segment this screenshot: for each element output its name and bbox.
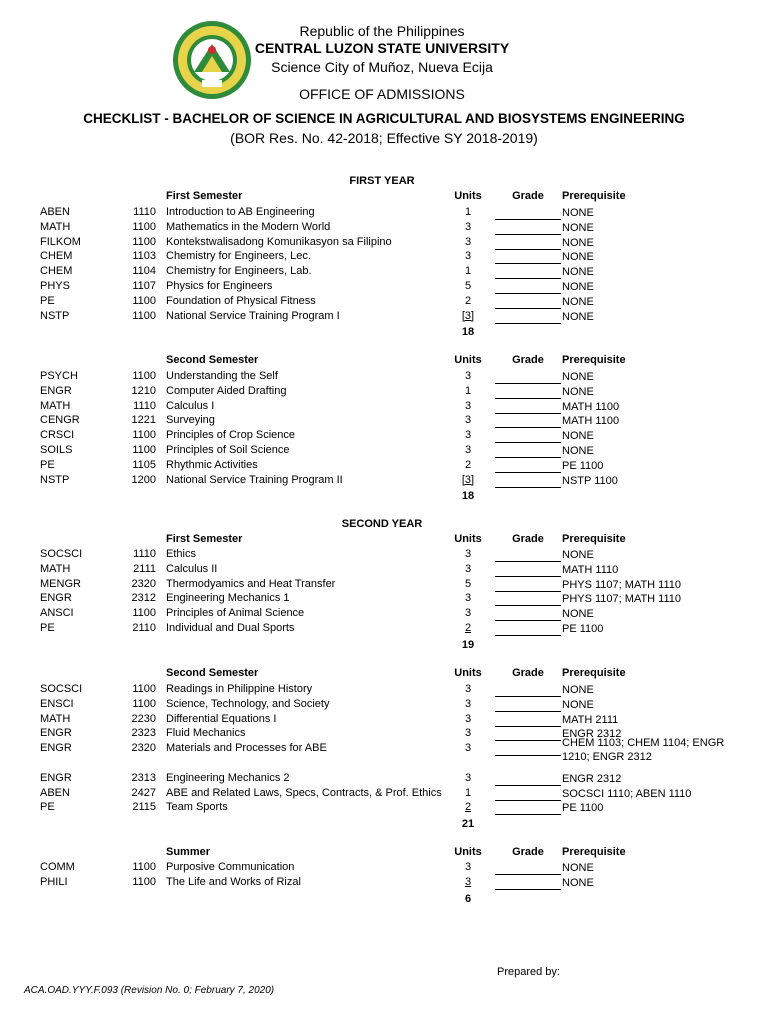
course-title: Engineering Mechanics 2 — [166, 771, 290, 784]
course-code: CHEM — [40, 250, 73, 263]
course-prerequisite: PHYS 1107; MATH 1110 — [562, 593, 682, 606]
course-title: Science, Technology, and Society — [166, 697, 330, 710]
course-number: 2111 — [133, 562, 156, 575]
course-units: 1 — [464, 786, 472, 799]
table-row — [0, 563, 768, 578]
course-title: Understanding the Self — [166, 370, 278, 382]
course-units: 2 — [464, 458, 472, 471]
university-address: Science City of Muñoz, Nueva Ecija — [271, 59, 493, 75]
course-title: Individual and Dual Sports — [166, 622, 295, 634]
course-units: 3 — [464, 771, 472, 784]
course-prerequisite: NONE — [562, 385, 594, 398]
course-title: Materials and Processes for ABE — [166, 742, 327, 755]
course-units: 5 — [464, 577, 472, 590]
course-code: MATH — [40, 399, 71, 412]
course-prerequisite: NONE — [562, 236, 594, 249]
course-title: Readings in Philippine History — [166, 683, 313, 695]
course-units: 3 — [464, 562, 472, 575]
course-code: SOILS — [40, 444, 73, 456]
table-row — [0, 400, 768, 415]
course-prerequisite: NONE — [562, 608, 594, 621]
year-heading: FIRST YEAR — [349, 175, 415, 187]
course-prerequisite: MATH 1110 — [562, 563, 619, 576]
course-code: NSTP — [40, 309, 70, 322]
grade-blank[interactable] — [495, 755, 561, 756]
course-number: 2312 — [131, 592, 156, 605]
course-number: 2427 — [131, 786, 156, 799]
table-row — [0, 772, 768, 787]
course-number: 2320 — [131, 577, 156, 590]
office-name: OFFICE OF ADMISSIONS — [299, 86, 465, 102]
course-units: 3 — [464, 220, 472, 233]
table-row — [0, 622, 768, 637]
course-number: 1100 — [132, 861, 156, 873]
course-code: MATH — [40, 562, 71, 575]
course-units: 2 — [464, 294, 472, 307]
units-column-header: Units — [454, 354, 482, 366]
course-number: 2115 — [132, 801, 156, 814]
course-units: [3] — [461, 309, 475, 322]
course-prerequisite: NONE — [562, 221, 594, 234]
course-units: 3 — [464, 414, 472, 427]
prerequisite-column-header: Prerequisite — [562, 533, 626, 545]
course-code: MENGR — [40, 577, 81, 590]
total-units: 21 — [461, 818, 475, 831]
university-name: CENTRAL LUZON STATE UNIVERSITY — [254, 40, 510, 56]
course-title: Introduction to AB Engineering — [166, 206, 315, 218]
course-units: 3 — [464, 592, 472, 605]
course-prerequisite: NONE — [562, 445, 594, 457]
course-code: FILKOM — [40, 235, 81, 248]
units-column-header: Units — [454, 190, 482, 202]
course-number: 1110 — [133, 548, 156, 560]
course-units: 3 — [464, 697, 472, 710]
total-units: 18 — [461, 490, 475, 503]
semester-label: Summer — [166, 846, 211, 858]
course-prerequisite: NONE — [562, 876, 594, 889]
course-prerequisite: ENGR 2312 — [562, 728, 622, 741]
course-code: PE — [40, 801, 55, 814]
semester-header — [0, 846, 768, 860]
table-row — [0, 206, 768, 221]
total-units: 18 — [461, 326, 475, 339]
table-row — [0, 683, 768, 698]
grade-blank[interactable] — [495, 487, 561, 488]
course-prerequisite: PE 1100 — [562, 802, 604, 815]
course-title: Ethics — [166, 548, 196, 560]
course-prerequisite: NONE — [562, 698, 594, 711]
course-title: Kontekstwalisadong Komunikasyon sa Filipino — [166, 235, 392, 248]
course-title: Fluid Mechanics — [166, 727, 246, 740]
course-code: SOCSCI — [40, 548, 83, 560]
course-units: 3 — [464, 444, 472, 456]
course-code: ABEN — [40, 786, 70, 799]
course-prerequisite: NONE — [562, 684, 594, 696]
course-number: 1100 — [132, 875, 156, 888]
course-title: Engineering Mechanics 1 — [166, 592, 290, 605]
table-row — [0, 236, 768, 251]
course-title: The Life and Works of Rizal — [166, 875, 301, 888]
course-code: PSYCH — [40, 370, 78, 382]
course-number: 1100 — [132, 294, 156, 307]
course-number: 1100 — [132, 370, 156, 382]
prerequisite-column-header: Prerequisite — [562, 354, 626, 366]
course-units: 3 — [464, 370, 472, 382]
table-row — [0, 876, 768, 891]
course-units: 3 — [464, 607, 472, 620]
course-units: 3 — [464, 742, 472, 755]
table-row — [0, 444, 768, 459]
course-code: ENGR — [40, 592, 72, 605]
year-heading: SECOND YEAR — [341, 518, 423, 530]
table-row — [0, 385, 768, 400]
course-code: PHILI — [40, 875, 68, 888]
course-prerequisite: SOCSCI 1110; ABEN 1110 — [562, 787, 692, 800]
course-prerequisite: NONE — [562, 281, 594, 293]
course-title: Team Sports — [166, 801, 228, 814]
course-prerequisite: NONE — [562, 430, 594, 443]
course-number: 2230 — [131, 712, 156, 725]
grade-column-header: Grade — [512, 667, 544, 679]
course-title: Surveying — [166, 414, 215, 427]
page-title: CHECKLIST - BACHELOR OF SCIENCE IN AGRICULTURAL AND BIOSYSTEMS ENGINEERING — [83, 111, 685, 126]
table-row — [0, 698, 768, 713]
course-number: 1100 — [132, 235, 156, 248]
course-title: Rhythmic Activities — [166, 458, 258, 471]
course-units: 3 — [464, 861, 472, 873]
table-row — [0, 280, 768, 295]
course-code: SOCSCI — [40, 683, 83, 695]
grade-column-header: Grade — [512, 190, 544, 202]
grade-blank[interactable] — [495, 889, 561, 890]
course-number: 1104 — [132, 265, 156, 278]
course-units: 3 — [464, 399, 472, 412]
course-code: ENSCI — [40, 697, 74, 710]
course-code: MATH — [40, 712, 71, 725]
course-code: PE — [40, 294, 55, 307]
course-title: Principles of Animal Science — [166, 607, 305, 620]
semester-label: First Semester — [166, 190, 243, 202]
course-units: 1 — [464, 384, 472, 397]
course-number: 1100 — [132, 697, 156, 710]
table-row — [0, 221, 768, 236]
course-prerequisite: ENGR 2312 — [562, 772, 622, 785]
course-title: Differential Equations I — [166, 712, 277, 725]
course-units: 3 — [464, 727, 472, 740]
course-code: ENGR — [40, 727, 72, 740]
table-row — [0, 414, 768, 429]
table-row — [0, 578, 768, 593]
course-code: PE — [40, 622, 55, 634]
table-row — [0, 713, 768, 728]
course-number: 2323 — [131, 727, 156, 740]
course-units: 3 — [464, 235, 472, 248]
semester-header — [0, 190, 768, 204]
course-number: 2313 — [131, 771, 156, 784]
course-units: 5 — [464, 280, 472, 292]
table-row — [0, 370, 768, 385]
table-row — [0, 474, 768, 489]
prerequisite-column-header: Prerequisite — [562, 667, 626, 679]
course-units: 3 — [464, 683, 472, 695]
course-code: PHYS — [40, 280, 70, 292]
course-title: Foundation of Physical Fitness — [166, 294, 316, 307]
course-number: 1103 — [132, 250, 156, 263]
course-prerequisite: NSTP 1100 — [562, 474, 618, 487]
semester-label: First Semester — [166, 533, 243, 545]
course-units: 3 — [464, 875, 472, 888]
course-number: 1100 — [132, 444, 156, 456]
course-prerequisite: NONE — [562, 266, 594, 279]
course-code: ANSCI — [40, 607, 74, 620]
course-code: COMM — [40, 861, 75, 873]
course-title: National Service Training Program II — [166, 473, 343, 486]
table-row — [0, 801, 768, 816]
course-title: Calculus I — [166, 399, 215, 412]
page-subtitle: (BOR Res. No. 42-2018; Effective SY 2018-2019) — [230, 130, 538, 146]
grade-blank[interactable] — [495, 323, 561, 324]
republic-line: Republic of the Philippines — [299, 23, 465, 39]
course-prerequisite: PE 1100 — [562, 459, 604, 472]
prepared-by-label: Prepared by: — [497, 966, 560, 978]
course-code: ENGR — [40, 771, 72, 784]
table-row — [0, 310, 768, 325]
course-units: 3 — [464, 250, 472, 263]
semester-header — [0, 354, 768, 368]
grade-column-header: Grade — [512, 533, 544, 545]
course-number: 1200 — [131, 473, 156, 486]
course-code: CHEM — [40, 265, 73, 278]
table-row — [0, 459, 768, 474]
course-code: ABEN — [40, 206, 70, 218]
course-number: 1105 — [132, 458, 156, 471]
total-units: 6 — [464, 892, 472, 905]
table-row — [0, 295, 768, 310]
course-title: Computer Aided Drafting — [166, 384, 287, 397]
course-number: 1110 — [133, 399, 156, 412]
course-prerequisite: NONE — [562, 371, 594, 383]
course-title: Thermodyamics and Heat Transfer — [166, 577, 336, 590]
course-title: Mathematics in the Modern World — [166, 220, 331, 233]
course-number: 1221 — [131, 414, 156, 427]
units-column-header: Units — [454, 846, 482, 858]
course-units: 3 — [464, 712, 472, 725]
course-units: 1 — [464, 265, 472, 278]
course-number: 1107 — [132, 280, 156, 292]
course-prerequisite: NONE — [562, 251, 594, 264]
form-code: ACA.OAD.YYY.F.093 (Revision No. 0; February 7, 2020) — [24, 985, 275, 996]
course-prerequisite: PE 1100 — [562, 623, 604, 635]
semester-label: Second Semester — [166, 354, 259, 366]
course-units: [3] — [461, 473, 475, 486]
course-code: NSTP — [40, 473, 70, 486]
semester-label: Second Semester — [166, 667, 259, 679]
course-code: CENGR — [40, 414, 80, 427]
course-prerequisite: MATH 1100 — [562, 415, 620, 428]
table-row — [0, 737, 768, 764]
course-title: Principles of Soil Science — [166, 444, 290, 456]
course-units: 3 — [464, 429, 472, 442]
table-row — [0, 250, 768, 265]
grade-blank[interactable] — [495, 814, 561, 815]
course-prerequisite: PHYS 1107; MATH 1110 — [562, 578, 682, 591]
course-number: 1210 — [131, 384, 156, 397]
semester-header — [0, 533, 768, 547]
course-number: 1100 — [132, 429, 156, 442]
course-title: Chemistry for Engineers, Lab. — [166, 265, 312, 278]
course-prerequisite: NONE — [562, 549, 594, 561]
course-title: Physics for Engineers — [166, 280, 273, 292]
course-number: 1100 — [132, 220, 156, 233]
grade-column-header: Grade — [512, 354, 544, 366]
grade-column-header: Grade — [512, 846, 544, 858]
course-number: 1100 — [132, 309, 156, 322]
semester-header — [0, 667, 768, 681]
course-prerequisite: NONE — [562, 310, 594, 323]
prerequisite-column-header: Prerequisite — [562, 846, 626, 858]
units-column-header: Units — [454, 667, 482, 679]
course-prerequisite: NONE — [562, 295, 594, 308]
course-number: 1100 — [132, 607, 156, 620]
table-row — [0, 429, 768, 444]
course-code: CRSCI — [40, 429, 75, 442]
grade-blank[interactable] — [495, 635, 561, 636]
course-number: 1110 — [133, 206, 156, 218]
course-units: 3 — [464, 548, 472, 560]
total-units: 19 — [461, 638, 475, 651]
course-code: ENGR — [40, 742, 72, 755]
course-title: Purposive Communication — [166, 861, 295, 873]
course-code: MATH — [40, 220, 71, 233]
table-row — [0, 787, 768, 802]
course-title: Principles of Crop Science — [166, 429, 296, 442]
course-number: 2320 — [131, 742, 156, 755]
course-prerequisite: CHEM 1103; CHEM 1104; ENGR 1210; ENGR 2312 — [562, 737, 725, 764]
table-row — [0, 265, 768, 280]
table-row — [0, 861, 768, 876]
table-row — [0, 607, 768, 622]
course-units: 2 — [464, 801, 472, 814]
course-prerequisite: MATH 2111 — [562, 713, 619, 726]
course-prerequisite: NONE — [562, 862, 594, 874]
course-title: Calculus II — [166, 562, 218, 575]
course-title: National Service Training Program I — [166, 309, 340, 322]
table-row — [0, 548, 768, 563]
course-number: 1100 — [132, 683, 156, 695]
course-code: ENGR — [40, 384, 72, 397]
course-units: 2 — [464, 622, 472, 634]
course-units: 1 — [464, 206, 472, 218]
table-row — [0, 592, 768, 607]
units-column-header: Units — [454, 533, 482, 545]
prerequisite-column-header: Prerequisite — [562, 190, 626, 202]
course-prerequisite: MATH 1100 — [562, 400, 620, 413]
course-number: 2110 — [132, 622, 156, 634]
course-title: Chemistry for Engineers, Lec. — [166, 250, 311, 263]
course-code: PE — [40, 458, 55, 471]
course-prerequisite: NONE — [562, 207, 594, 219]
course-title: ABE and Related Laws, Specs, Contracts, & Prof. Ethics — [166, 786, 442, 799]
